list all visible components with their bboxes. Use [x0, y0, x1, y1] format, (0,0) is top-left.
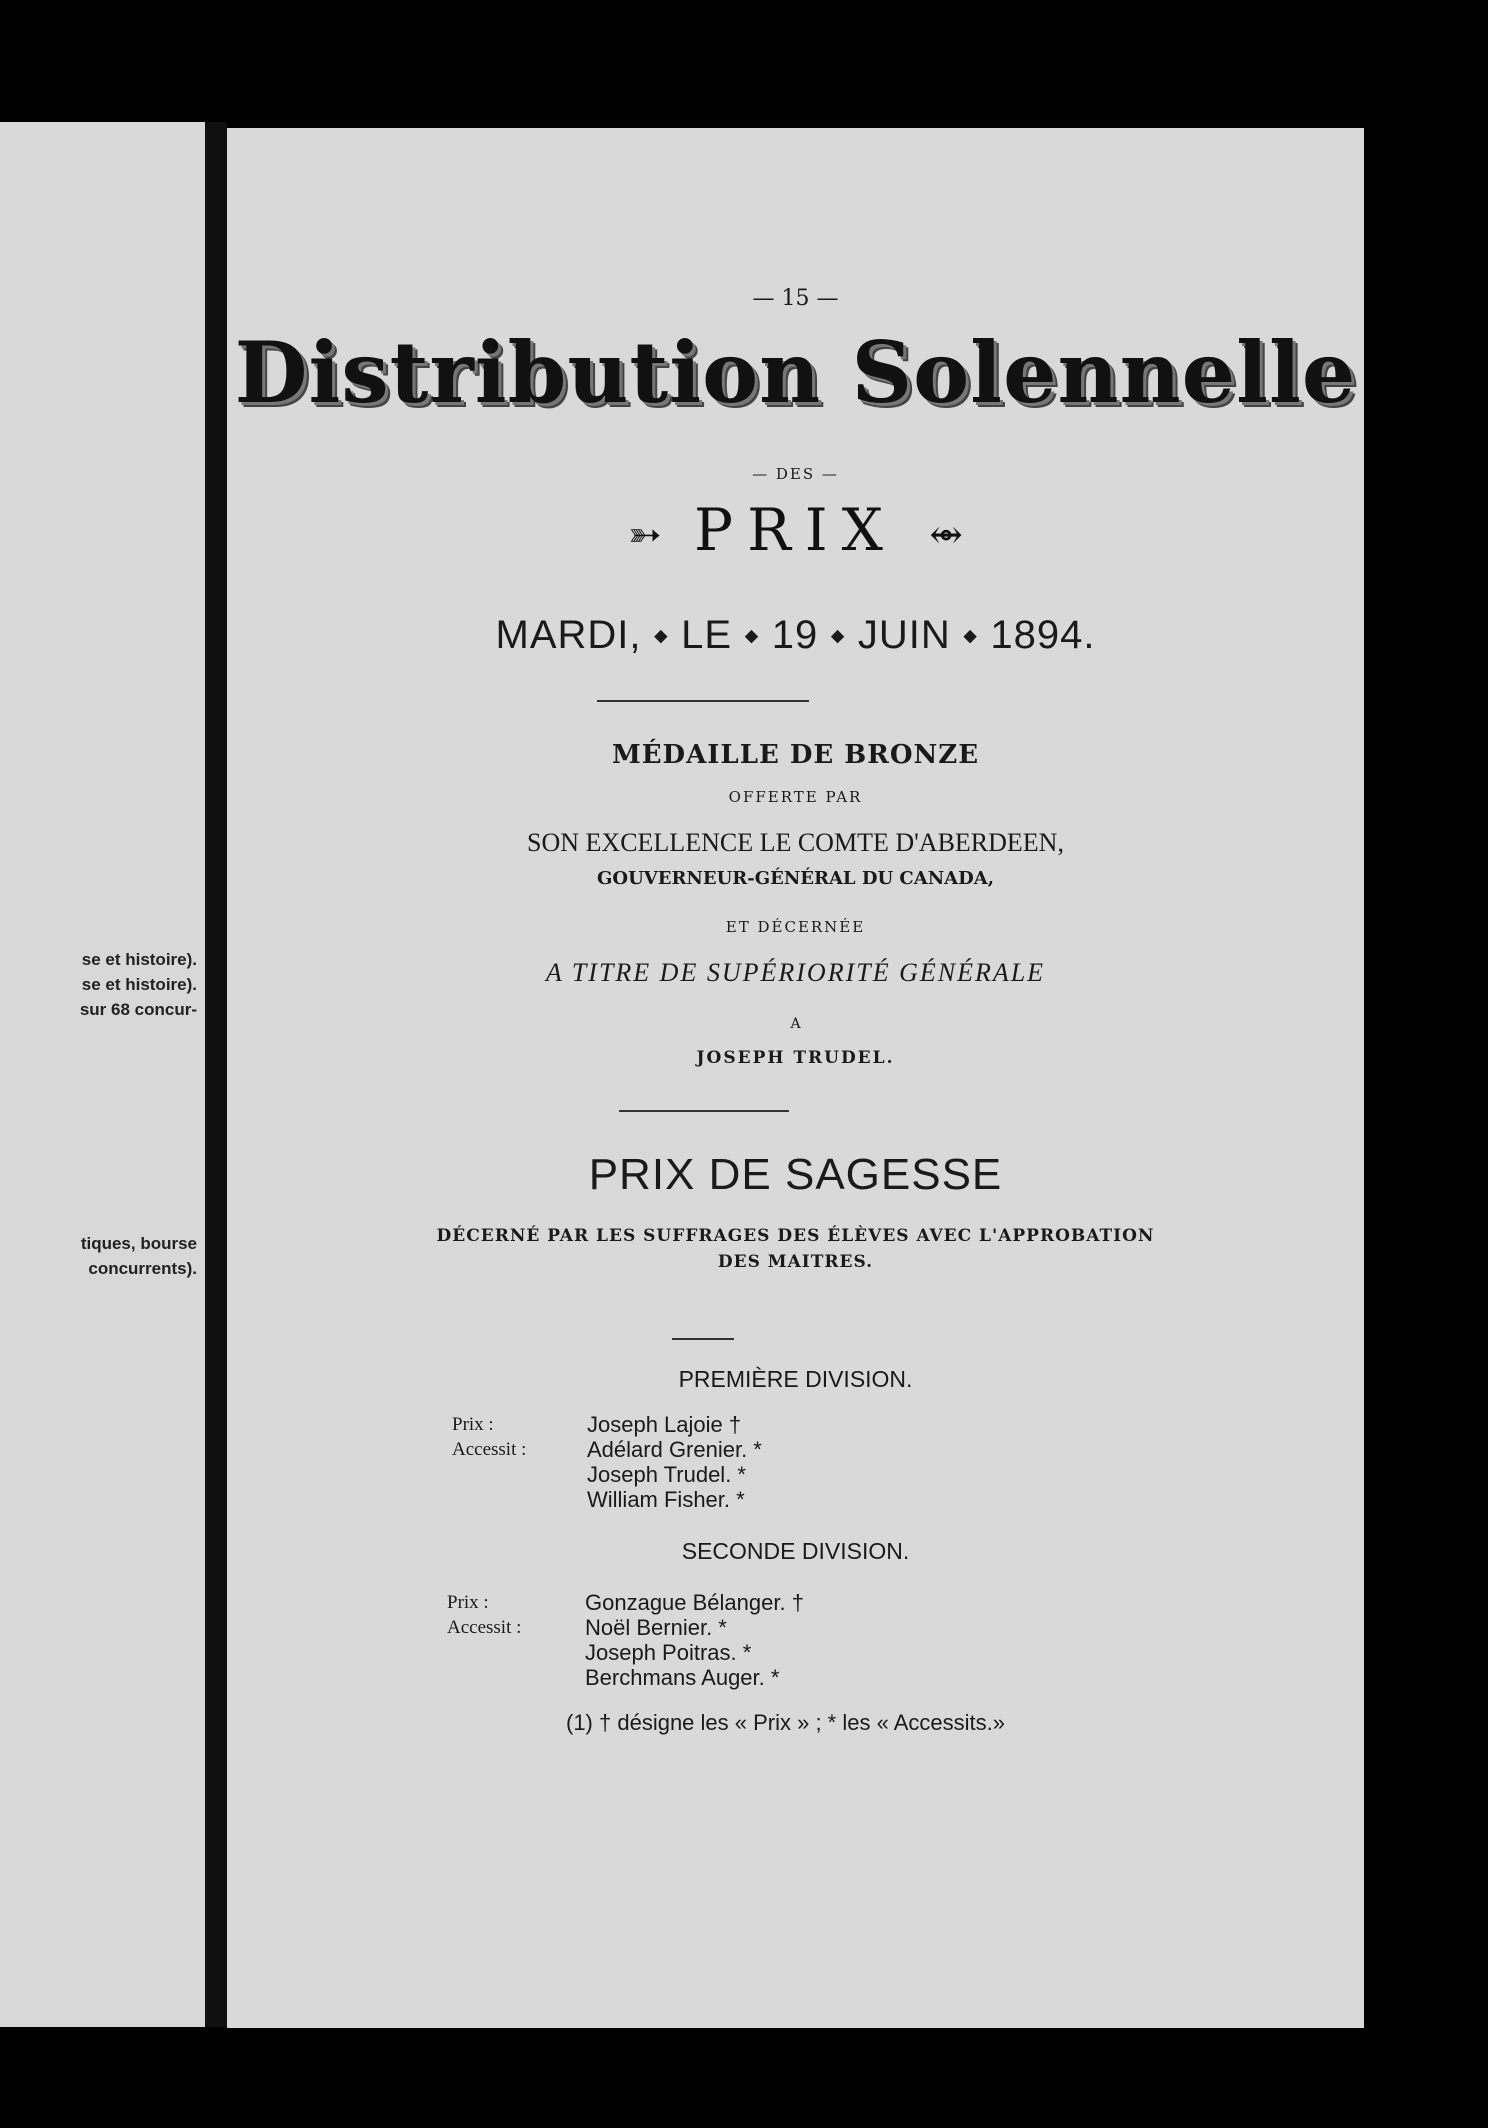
event-date: MARDI, ⬩ LE ⬩ 19 ⬩ JUIN ⬩ 1894.: [495, 613, 1096, 657]
section-title: PRIX DE SAGESSE: [588, 1150, 1003, 1199]
left-page: [0, 122, 205, 2027]
footnote: (1) † désigne les « Prix » ; * les « Accessits.»: [566, 1710, 1005, 1735]
des-label: — DES —: [752, 465, 839, 483]
section-subtitle-line1: DÉCERNÉ PAR LES SUFFRAGES DES ÉLÈVES AVEC L'APPROBATION: [436, 1226, 1155, 1246]
divider: [672, 1338, 734, 1340]
donor-name: SON EXCELLENCE LE COMTE D'ABERDEEN,: [527, 828, 1064, 857]
accessit-winner: Joseph Poitras. *: [585, 1640, 752, 1665]
to-label: A: [790, 1016, 801, 1032]
offered-by-label: OFFERTE PAR: [728, 788, 863, 806]
prix-label: Prix :: [447, 1592, 489, 1613]
left-ornament-icon: ➳: [628, 511, 662, 558]
prix-label: Prix :: [452, 1414, 494, 1435]
right-ornament-icon: ⥈: [929, 511, 963, 558]
left-page-line: sur 68 concur-: [79, 1000, 197, 1019]
accessit-winner: Adélard Grenier. *: [587, 1437, 762, 1462]
medal-title: MÉDAILLE DE BRONZE: [611, 740, 980, 770]
prix-text: PRIX: [694, 496, 897, 564]
accessit-winner: William Fisher. *: [587, 1487, 745, 1512]
accessit-label: Accessit :: [452, 1439, 527, 1460]
division-title: PREMIÈRE DIVISION.: [678, 1366, 913, 1392]
division-title: SECONDE DIVISION.: [681, 1538, 910, 1564]
page-title: Distribution Solennelle: [234, 323, 1357, 422]
divider: [619, 1110, 789, 1112]
page-number: — 15 —: [752, 286, 839, 311]
accessit-winner: Noël Bernier. *: [585, 1615, 727, 1640]
left-page-line: tiques, bourse: [80, 1234, 197, 1253]
divider: [597, 700, 809, 702]
accessit-winner: Berchmans Auger. *: [585, 1665, 780, 1690]
donor-title: GOUVERNEUR-GÉNÉRAL DU CANADA,: [597, 868, 994, 889]
left-page-line: concurrents).: [88, 1259, 197, 1278]
awarded-label: ET DÉCERNÉE: [725, 918, 866, 936]
prize-winner: Gonzague Bélanger. †: [585, 1590, 804, 1615]
left-page-line: se et histoire).: [81, 975, 197, 994]
medal-recipient: JOSEPH TRUDEL.: [696, 1048, 895, 1068]
book-gutter: [205, 122, 227, 2027]
prize-winner: Joseph Lajoie †: [587, 1412, 742, 1437]
accessit-label: Accessit :: [447, 1617, 522, 1638]
award-reason: A TITRE DE SUPÉRIORITÉ GÉNÉRALE: [545, 958, 1046, 987]
prix-heading: [227, 496, 1364, 564]
left-page-line: se et histoire).: [81, 950, 197, 969]
section-subtitle-line2: DES MAITRES.: [717, 1252, 874, 1272]
accessit-winner: Joseph Trudel. *: [587, 1462, 746, 1487]
main-page: [227, 128, 1364, 2028]
right-margin: [1364, 120, 1488, 2040]
